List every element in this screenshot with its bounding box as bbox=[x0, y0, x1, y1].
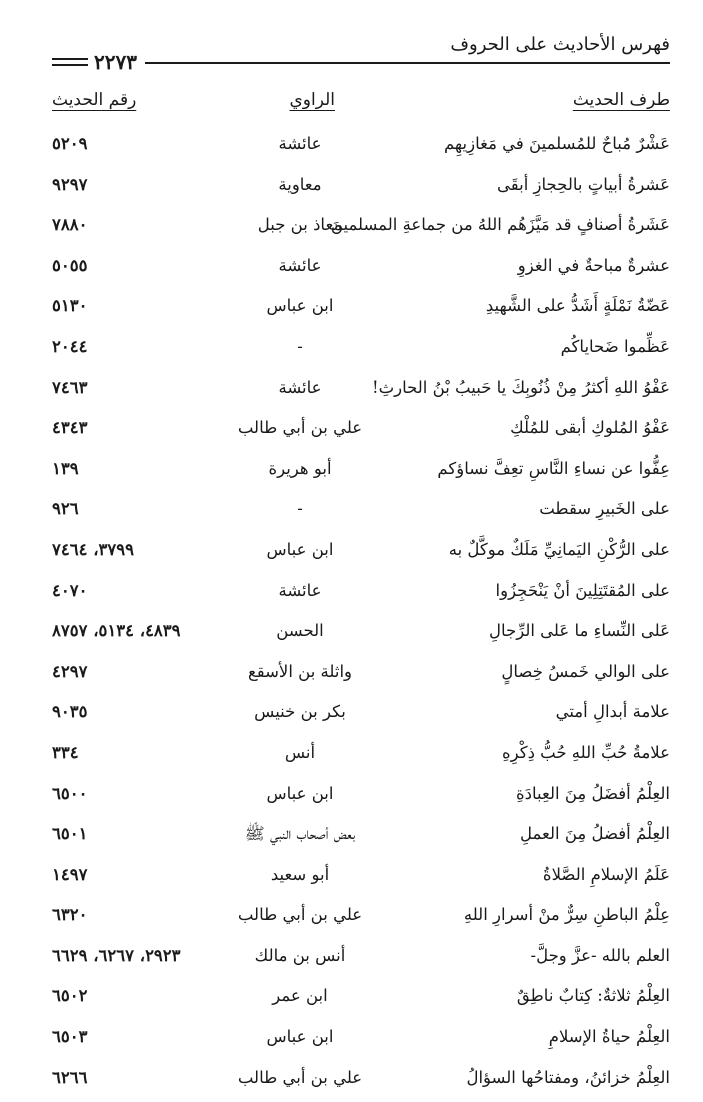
table-row bbox=[52, 615, 670, 656]
hadith-number: ٦٢٦٦ bbox=[52, 1067, 88, 1087]
narrator-name: عائشة bbox=[278, 580, 322, 600]
hadith-number: ٧٨٨٠ bbox=[52, 215, 88, 235]
narrator-name: معاذ بن جبل bbox=[257, 215, 343, 235]
hadith-excerpt: العِلْمُ حياةُ الإسلامِ bbox=[548, 1027, 670, 1047]
hadith-number: ٤٢٩٧ bbox=[52, 661, 88, 681]
table-row bbox=[52, 209, 670, 250]
page-number-rule bbox=[52, 58, 88, 66]
hadith-number: ٤٣٤٣ bbox=[52, 418, 88, 438]
page-number: ٢٢٧٣ bbox=[94, 50, 137, 74]
hadith-number: ٥٠٥٥ bbox=[52, 255, 88, 275]
hadith-excerpt: عَظِّموا ضَحاياكُم bbox=[560, 336, 670, 356]
table-row bbox=[52, 169, 670, 210]
table-row bbox=[52, 980, 670, 1021]
narrator-name: ابن عباس bbox=[266, 783, 334, 803]
hadith-excerpt: العِلْمُ أفضلُ مِنَ العملِ bbox=[519, 824, 670, 844]
narrator-name: ابن عباس bbox=[266, 296, 334, 316]
table-row bbox=[52, 656, 670, 697]
table-row bbox=[52, 412, 670, 453]
hadith-number: ٥٢٠٩ bbox=[52, 134, 88, 153]
narrator-name: عائشة bbox=[278, 134, 322, 153]
hadith-excerpt: علامة أبدالِ أمتي bbox=[555, 702, 670, 722]
hadith-excerpt: عشرةٌ مباحةٌ في الغزوِ bbox=[517, 255, 670, 275]
hadith-excerpt: عَشْرٌ مُباحٌ للمُسلمينَ في مَغازِيهِم bbox=[443, 134, 670, 153]
table-row bbox=[52, 818, 670, 859]
hadith-excerpt: عَضّةُ نَمْلَةٍ أَشَدُّ على الشَّهيدِ bbox=[485, 296, 670, 316]
page-header bbox=[52, 30, 670, 74]
narrator-name: ابن عمر bbox=[272, 986, 328, 1006]
hadith-number: ٦٥٠٢ bbox=[52, 986, 88, 1006]
hadith-excerpt: علامةُ حُبِّ اللهِ حُبُّ ذِكْرِهِ bbox=[501, 742, 670, 762]
hadith-number: ٧٤٦٣ bbox=[52, 377, 88, 397]
table-row bbox=[52, 331, 670, 372]
hadith-number: ٩٢٩٧ bbox=[52, 174, 88, 194]
page-number-block bbox=[52, 50, 145, 74]
hadith-excerpt: عَشرةُ أبياتٍ بالحِجازِ أبقَى bbox=[497, 174, 670, 194]
table-row bbox=[52, 859, 670, 900]
narrator-name: أبو هريرة bbox=[268, 458, 332, 478]
column-header-hadith: طرف الحديث bbox=[572, 90, 670, 110]
narrator-name: بكر بن خنيس bbox=[254, 702, 346, 722]
narrator-name: واثلة بن الأسقع bbox=[247, 661, 353, 681]
narrator-name: أنس بن مالك bbox=[254, 945, 346, 965]
narrator-name: الحسن bbox=[276, 621, 324, 641]
hadith-index-table bbox=[52, 128, 670, 1102]
hadith-excerpt: عَفْوُ اللهِ أكثرُ مِنْ ذُنُوبِكَ يا حَبيبُ بْنُ الحارثِ! bbox=[371, 377, 670, 397]
hadith-number: ٣٣٤ bbox=[52, 742, 79, 762]
hadith-excerpt: على الرُّكْنِ اليَمانِيِّ مَلَكٌ موكَّلٌ به bbox=[448, 539, 670, 559]
hadith-number: ١٣٩ bbox=[52, 458, 79, 478]
narrator-name: - bbox=[297, 336, 303, 356]
hadith-number: ٦٥٠١ bbox=[52, 824, 88, 844]
narrator-name: عائشة bbox=[278, 255, 322, 275]
table-row bbox=[52, 575, 670, 616]
table-row bbox=[52, 696, 670, 737]
narrator-name: علي بن أبي طالب bbox=[237, 1067, 363, 1087]
hadith-number: ٢٠٤٤ bbox=[52, 336, 88, 356]
hadith-number: ٩٢٦ bbox=[52, 499, 79, 519]
table-row bbox=[52, 372, 670, 413]
table-row bbox=[52, 493, 670, 534]
table-row bbox=[52, 453, 670, 494]
table-row bbox=[52, 940, 670, 981]
hadith-number: ٦٥٠٣ bbox=[52, 1027, 88, 1047]
narrator-name: علي بن أبي طالب bbox=[237, 418, 363, 438]
hadith-excerpt: على الخَبيرِ سقطت bbox=[539, 499, 670, 519]
hadith-number: ٦٥٠٠ bbox=[52, 783, 88, 803]
narrator-name: ابن عباس bbox=[266, 1027, 334, 1047]
hadith-excerpt: العلم بالله -عزَّ وجلَّ- bbox=[530, 945, 670, 965]
narrator-name: بعض أصحاب النبي ﷺ bbox=[244, 824, 356, 844]
hadith-number: ٤٨٣٩، ٥١٣٤، ٨٧٥٧ bbox=[52, 621, 181, 641]
column-header-number: رقم الحديث bbox=[52, 90, 137, 110]
hadith-excerpt: العِلْمُ خزائنُ، ومفتاحُها السؤالُ bbox=[466, 1067, 670, 1087]
hadith-number: ٩٠٣٥ bbox=[52, 702, 88, 722]
table-row bbox=[52, 290, 670, 331]
hadith-excerpt: عِلْمُ الباطنِ سِرٌّ منْ أسرارِ اللهِ bbox=[463, 905, 670, 925]
table-row bbox=[52, 1062, 670, 1102]
table-row bbox=[52, 250, 670, 291]
hadith-excerpt: عَشَرةُ أصنافٍ قد مَيَّزَهُم اللهُ من جماعةِ المسلمينَ bbox=[330, 215, 670, 235]
hadith-number: ١٤٩٧ bbox=[52, 864, 88, 884]
narrator-name: عائشة bbox=[278, 377, 322, 397]
hadith-excerpt: عَلى النِّساءِ ما عَلى الرِّجالِ bbox=[489, 621, 670, 641]
hadith-excerpt: العِلْمُ أفضَلُ مِنَ العِبادَةِ bbox=[516, 783, 670, 803]
hadith-excerpt: على المُقتَتِلِينَ أنْ يَنْحَجِزُوا bbox=[495, 580, 670, 600]
hadith-number: ٣٧٩٩، ٧٤٦٤ bbox=[52, 539, 134, 559]
hadith-number: ٤٠٧٠ bbox=[52, 580, 88, 600]
narrator-name: - bbox=[297, 499, 303, 519]
narrator-name: أنس bbox=[284, 742, 316, 762]
hadith-excerpt: عِفُّوا عن نساءِ النَّاسِ تعِفَّ نساؤكم bbox=[437, 458, 670, 478]
hadith-excerpt: عَفْوُ المُلوكِ أبقى للمُلْكِ bbox=[510, 418, 670, 438]
table-row bbox=[52, 128, 670, 169]
column-headers bbox=[52, 90, 670, 118]
column-header-narrator: الراوي bbox=[289, 90, 335, 110]
narrator-name: ابن عباس bbox=[266, 539, 334, 559]
hadith-number: ٥١٣٠ bbox=[52, 296, 88, 316]
hadith-number: ٦٣٢٠ bbox=[52, 905, 88, 925]
hadith-excerpt: على الوالي خَمسُ خِصالٍ bbox=[501, 661, 670, 681]
narrator-name: علي بن أبي طالب bbox=[237, 905, 363, 925]
table-row bbox=[52, 737, 670, 778]
hadith-number: ٢٩٢٣، ٦٢٦٧، ٦٦٢٩ bbox=[52, 945, 181, 965]
table-row bbox=[52, 778, 670, 819]
narrator-name: أبو سعيد bbox=[270, 864, 330, 884]
hadith-excerpt: العِلْمُ ثلاثةٌ: كِتابٌ ناطِقٌ bbox=[516, 986, 670, 1006]
table-row bbox=[52, 1021, 670, 1062]
narrator-name: معاوية bbox=[278, 174, 322, 194]
table-row bbox=[52, 899, 670, 940]
hadith-excerpt: عَلَمُ الإسلامِ الصَّلاةُ bbox=[542, 864, 670, 884]
running-title: فهرس الأحاديث على الحروف bbox=[450, 34, 670, 55]
table-row bbox=[52, 534, 670, 575]
